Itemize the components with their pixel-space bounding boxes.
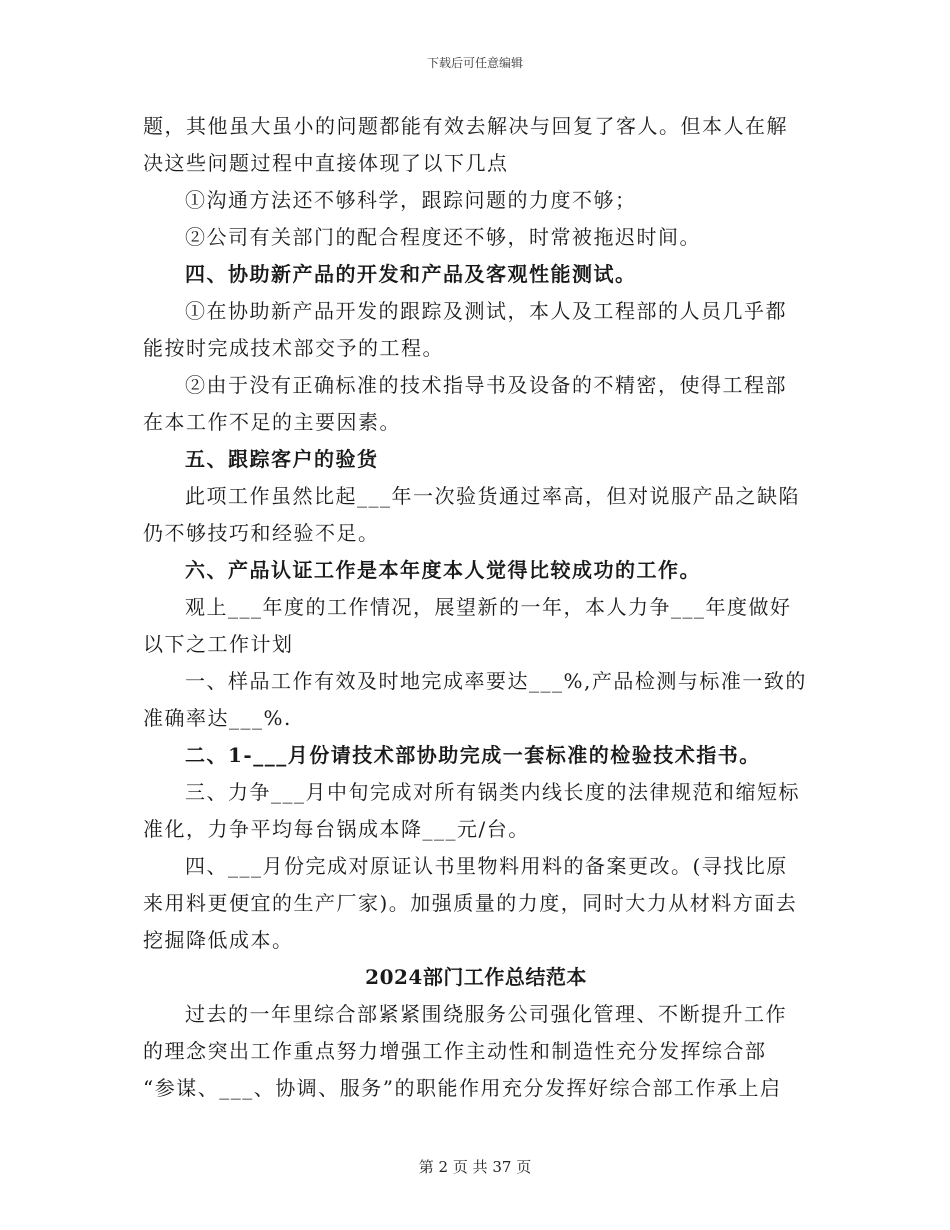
section-heading: 五、跟踪客户的验货	[185, 447, 379, 471]
paragraph-line: 题，其他虽大虽小的问题都能有效去解决与回复了客人。但本人在解	[143, 114, 788, 138]
paragraph-line: 仍不够技巧和经验不足。	[143, 521, 380, 545]
paragraph-line: 在本工作不足的主要因素。	[143, 410, 401, 434]
paragraph-line: 此项工作虽然比起___年一次验货通过率高，但对说服产品之缺陷	[185, 484, 800, 508]
plan-item: 一、样品工作有效及时地完成率要达___%,产品检测与标准一致的	[185, 669, 807, 693]
plan-item: 四、___月份完成对原证认书里物料用料的备案更改。(寻找比原	[185, 854, 788, 878]
list-item: ①在协助新产品开发的跟踪及测试，本人及工程部的人员几乎都	[185, 299, 787, 323]
paragraph-line: 能按时完成技术部交予的工程。	[143, 336, 444, 360]
paragraph-line: 来用料更便宜的生产厂家)。加强质量的力度，同时大力从材料方面去	[143, 891, 798, 915]
page-number: 第 2 页 共 37 页	[418, 1158, 532, 1176]
paragraph-line: 决这些问题过程中直接体现了以下几点	[143, 151, 509, 175]
paragraph-line: 以下之工作计划	[143, 632, 294, 656]
document-title: 2024部门工作总结范本	[365, 965, 587, 989]
section-heading: 六、产品认证工作是本年度本人觉得比较成功的工作。	[185, 558, 701, 582]
section-heading: 四、协助新产品的开发和产品及客观性能测试。	[185, 262, 637, 286]
plan-item-bold: 二、1-___月份请技术部协助完成一套标准的检验技术指书。	[185, 743, 761, 767]
paragraph-line: “参谋、___、协调、服务”的职能作用充分发挥好综合部工作承上启	[143, 1076, 782, 1100]
paragraph-line: 挖掘降低成本。	[143, 928, 294, 952]
paragraph-line: 准确率达___%.	[143, 706, 292, 730]
paragraph-line: 过去的一年里综合部紧紧围绕服务公司强化管理、不断提升工作	[185, 1002, 787, 1026]
paragraph-line: 准化，力争平均每台锅成本降___元/台。	[143, 817, 530, 841]
list-item: ①沟通方法还不够科学，跟踪问题的力度不够；	[185, 188, 637, 212]
header-note: 下载后可任意编辑	[426, 56, 523, 70]
list-item: ②公司有关部门的配合程度还不够，时常被拖迟时间。	[185, 225, 701, 249]
paragraph-line: 的理念突出工作重点努力增强工作主动性和制造性充分发挥综合部	[143, 1039, 767, 1063]
plan-item: 三、力争___月中旬完成对所有锅类内线长度的法律规范和缩短标	[185, 780, 800, 804]
paragraph-line: 观上___年度的工作情况，展望新的一年，本人力争___年度做好	[185, 595, 792, 619]
list-item: ②由于没有正确标准的技术指导书及设备的不精密，使得工程部	[185, 373, 787, 397]
document-body	[143, 108, 809, 1107]
